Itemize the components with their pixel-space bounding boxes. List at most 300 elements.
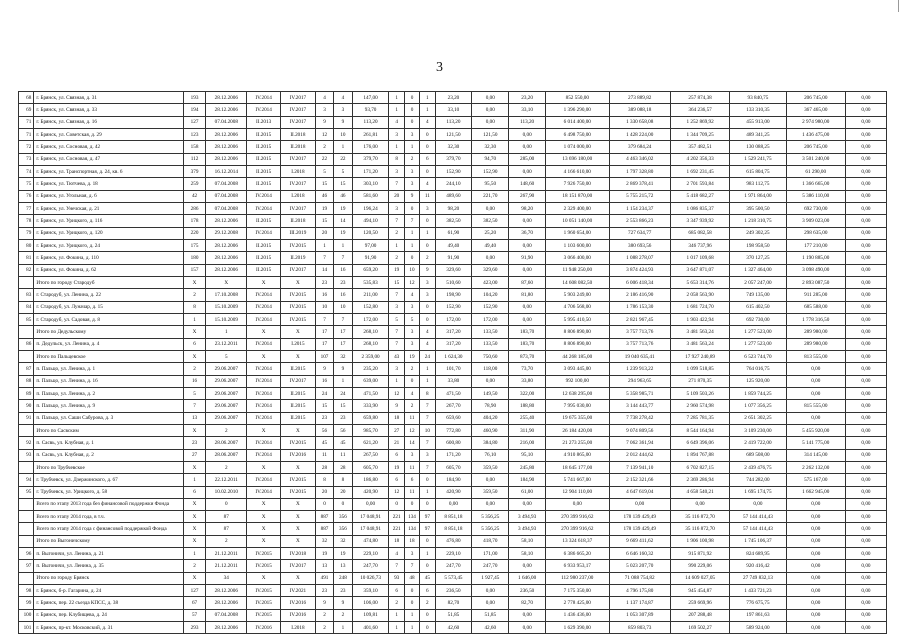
table-cell: 0,00: [845, 165, 886, 177]
table-cell: 8: [315, 474, 333, 486]
table-cell: IV.2016: [281, 609, 316, 621]
table-cell: 1 099 518,85: [670, 363, 729, 375]
table-cell: 7: [315, 313, 333, 325]
table-cell: 3: [420, 289, 435, 301]
table-cell: 5 903 249,00: [546, 289, 609, 301]
table-cell: 4 463 346,02: [609, 153, 670, 165]
table-cell: X: [281, 326, 316, 338]
table-cell: 474,80: [352, 535, 389, 547]
table-row: [19, 202, 887, 214]
subtotal-row: [19, 511, 887, 523]
table-cell: 7 175 350,00: [546, 585, 609, 597]
table-cell: 329,60: [435, 264, 472, 276]
table-cell: 615 804,75: [730, 165, 786, 177]
table-cell: 0,00: [845, 338, 886, 350]
table-cell: 9: [389, 400, 404, 412]
table-cell: 2 893 087,50: [786, 276, 845, 288]
table-cell: п. Пальцо, ул. Ленина, д. 2: [34, 387, 183, 399]
table-cell: 2 821 967,45: [609, 313, 670, 325]
subtotal-row: [19, 523, 887, 535]
subtotal-row: [19, 350, 887, 362]
table-cell: 10: [315, 301, 333, 313]
table-cell: 32: [334, 535, 352, 547]
table-cell: 1: [404, 622, 419, 634]
table-cell: 28.06.2007: [206, 437, 247, 449]
table-cell: IV.2017: [281, 178, 316, 190]
table-cell: 186,80: [352, 474, 389, 486]
table-cell: 356: [334, 511, 352, 523]
table-cell: 3: [334, 104, 352, 116]
table-cell: 1: [334, 375, 352, 387]
table-cell: 1 960 654,00: [546, 227, 609, 239]
table-cell: IV.2014: [247, 375, 281, 387]
table-cell: 6: [389, 474, 404, 486]
table-cell: 6 523 744,70: [730, 350, 786, 362]
table-cell: 5: [334, 165, 352, 177]
table-cell: 0,00: [845, 622, 886, 634]
table-cell: 259 669,96: [670, 597, 729, 609]
table-cell: Итого по Выгоничскому: [34, 535, 183, 547]
table-cell: 261,81: [352, 128, 389, 140]
table-cell: 476,80: [435, 535, 472, 547]
table-cell: X: [281, 276, 316, 288]
table-cell: 8: [183, 301, 206, 313]
table-cell: 1: [389, 92, 404, 104]
table-cell: 1: [206, 326, 247, 338]
table-cell: 96: [19, 548, 34, 560]
table-cell: 2: [389, 252, 404, 264]
table-cell: 93: [19, 449, 34, 461]
table-cell: 5: [315, 165, 333, 177]
table-cell: Итого по городу Брянск: [34, 572, 183, 584]
table-cell: 183,70: [509, 338, 546, 350]
table-cell: 99: [19, 597, 34, 609]
table-cell: 0: [420, 560, 435, 572]
table-cell: 32,30: [472, 141, 509, 153]
table-cell: 69: [19, 104, 34, 116]
table-cell: 1: [420, 104, 435, 116]
table-cell: 26 184 420,00: [546, 424, 609, 436]
table-cell: 920 416,42: [730, 560, 786, 572]
table-cell: II.2015: [281, 363, 316, 375]
table-cell: 0,00: [472, 202, 509, 214]
table-cell: 0,00: [786, 548, 845, 560]
table-cell: 10: [404, 264, 419, 276]
table-cell: 298 635,00: [786, 227, 845, 239]
table-cell: 985,70: [352, 424, 389, 436]
table-cell: Итого по Трубчевское: [34, 461, 183, 473]
table-cell: 89: [19, 387, 34, 399]
table-cell: 87: [19, 363, 34, 375]
table-cell: 78,90: [472, 400, 509, 412]
table-cell: 1 436 475,00: [786, 128, 845, 140]
table-cell: 1 330 658,08: [609, 116, 670, 128]
table-cell: 3 757 713,76: [609, 338, 670, 350]
table-row: [19, 301, 887, 313]
table-cell: IV.2015: [281, 437, 316, 449]
table-cell: п. Сасвь, ул. Клубная, д. 2: [34, 449, 183, 461]
table-cell: 471,50: [352, 387, 389, 399]
table-cell: 23: [183, 437, 206, 449]
table-cell: 101: [19, 622, 34, 634]
table-cell: 267,90: [509, 190, 546, 202]
table-cell: 23: [334, 276, 352, 288]
table-cell: 0,00: [845, 350, 886, 362]
table-row: [19, 449, 887, 461]
table-cell: 0: [315, 498, 333, 510]
table-cell: 94,70: [472, 153, 509, 165]
table-cell: 1 786 153,30: [609, 301, 670, 313]
table-cell: IV.2015: [247, 548, 281, 560]
table-cell: 0,00: [730, 498, 786, 510]
table-cell: 97: [19, 560, 34, 572]
table-cell: 0: [420, 141, 435, 153]
table-cell: 27 749 832,13: [730, 572, 786, 584]
table-cell: 18: [404, 535, 419, 547]
table-cell: 2 186 416,90: [609, 289, 670, 301]
table-cell: 7: [334, 313, 352, 325]
table-cell: 2: [334, 609, 352, 621]
table-cell: 247,70: [352, 560, 389, 572]
table-cell: 5 418 682,27: [670, 190, 729, 202]
table-cell: X: [247, 326, 281, 338]
table-cell: 2: [206, 424, 247, 436]
table-cell: X: [281, 350, 316, 362]
table-cell: 0,00: [472, 252, 509, 264]
table-cell: 73: [19, 153, 34, 165]
table-cell: 6 006 418,34: [609, 276, 670, 288]
table-cell: X: [247, 535, 281, 547]
table-cell: 9: [404, 190, 419, 202]
table-cell: 1 971 864,00: [730, 190, 786, 202]
table-cell: 257 874,38: [670, 92, 729, 104]
table-cell: 370 127,25: [730, 252, 786, 264]
table-cell: 22: [334, 153, 352, 165]
table-cell: г. Брянск, ул. Сосновая, д. 42: [34, 141, 183, 153]
table-cell: 395 500,50: [730, 202, 786, 214]
table-cell: 15: [389, 276, 404, 288]
table-cell: 07.04.2008: [206, 190, 247, 202]
table-cell: 4 202 356,33: [670, 153, 729, 165]
table-cell: 1: [420, 548, 435, 560]
table-cell: 171,00: [472, 548, 509, 560]
table-cell: 127: [183, 116, 206, 128]
table-cell: 84: [19, 301, 34, 313]
table-cell: 87,60: [509, 276, 546, 288]
table-cell: IV.2014: [247, 227, 281, 239]
table-cell: 247,70: [435, 560, 472, 572]
table-cell: 491: [315, 572, 333, 584]
table-cell: 48: [404, 572, 419, 584]
table-cell: 2 329 400,00: [546, 202, 609, 214]
table-cell: 113,20: [509, 116, 546, 128]
table-cell: IV.2014: [247, 92, 281, 104]
table-cell: 28.12.2006: [206, 141, 247, 153]
table-cell: 6 386 665,20: [546, 548, 609, 560]
table-cell: 0,00: [845, 116, 886, 128]
table-cell: 57 144 414,43: [730, 523, 786, 535]
table-cell: IV.2015: [281, 313, 316, 325]
table-cell: 74: [19, 165, 34, 177]
table-cell: 314 145,00: [786, 449, 845, 461]
table-cell: 3: [315, 104, 333, 116]
table-cell: 2: [206, 535, 247, 547]
table-cell: 7: [420, 400, 435, 412]
table-cell: 97,00: [352, 239, 389, 251]
table-cell: 07.04.2008: [206, 609, 247, 621]
table-cell: 2 012 444,62: [609, 449, 670, 461]
table-cell: 384,80: [472, 437, 509, 449]
table-cell: 45: [420, 572, 435, 584]
table-cell: 57 144 414,43: [730, 511, 786, 523]
table-cell: 29.06.2007: [206, 412, 247, 424]
table-cell: 90: [19, 400, 34, 412]
table-cell: 51,85: [472, 609, 509, 621]
table-cell: 0,00: [509, 264, 546, 276]
table-cell: 0,00: [472, 116, 509, 128]
table-cell: 12: [389, 387, 404, 399]
table-cell: X: [183, 424, 206, 436]
table-cell: г. Брянск, ул. Связная, д. 31: [34, 92, 183, 104]
table-cell: 4: [404, 289, 419, 301]
table-cell: 33,10: [435, 104, 472, 116]
table-cell: 7: [420, 437, 435, 449]
table-cell: г. Брянск, ул. Фокина, д. 110: [34, 252, 183, 264]
table-cell: 11: [315, 449, 333, 461]
table-cell: 945 454,87: [670, 585, 729, 597]
table-cell: 2 960 574,98: [670, 400, 729, 412]
table-cell: 11: [404, 486, 419, 498]
table-cell: 4 706 568,00: [546, 301, 609, 313]
table-row: [19, 437, 887, 449]
table-cell: 356: [334, 523, 352, 535]
table-cell: 1: [420, 375, 435, 387]
table-cell: г. Брянск, ул. Связная, д. 16: [34, 116, 183, 128]
table-cell: 76: [19, 190, 34, 202]
table-cell: 1 428 224,00: [609, 128, 670, 140]
table-cell: 2 869 378,41: [609, 178, 670, 190]
table-cell: 0,00: [845, 597, 886, 609]
table-cell: 13: [334, 560, 352, 572]
table-cell: 0,00: [845, 326, 886, 338]
table-cell: 7: [315, 252, 333, 264]
table-cell: IV.2015: [247, 609, 281, 621]
table-cell: 21: [389, 437, 404, 449]
table-cell: 0,00: [845, 227, 886, 239]
table-cell: 0,00: [845, 585, 886, 597]
table-cell: 28.12.2006: [206, 128, 247, 140]
table-cell: 0,00: [509, 313, 546, 325]
table-cell: п. Пальцо, ул. Саши Сабурова, д. 3: [34, 412, 183, 424]
table-cell: 17: [315, 338, 333, 350]
table-cell: 21.12.2011: [206, 548, 247, 560]
table-cell: 91: [19, 412, 34, 424]
table-cell: 9: [315, 597, 333, 609]
table-cell: 0,00: [509, 165, 546, 177]
table-cell: 581,60: [352, 190, 389, 202]
table-cell: 5: [389, 313, 404, 325]
table-cell: 1: [404, 239, 419, 251]
table-cell: 0: [420, 498, 435, 510]
table-cell: 220: [183, 227, 206, 239]
table-cell: X: [183, 535, 206, 547]
table-cell: 9: [334, 116, 352, 128]
table-cell: 685 588,00: [786, 301, 845, 313]
table-cell: 418,70: [472, 535, 509, 547]
table-cell: 12 638 295,00: [546, 387, 609, 399]
table-cell: 221: [389, 523, 404, 535]
table-cell: 346 737,96: [670, 239, 729, 251]
table-cell: 2: [183, 560, 206, 572]
table-cell: 71 088 754,82: [609, 572, 670, 584]
table-cell: 420,90: [435, 486, 472, 498]
table-row: [19, 116, 887, 128]
table-cell: 81: [19, 252, 34, 264]
table-cell: 14: [315, 264, 333, 276]
table-cell: 289 980,00: [786, 338, 845, 350]
table-cell: 0,00: [845, 190, 886, 202]
table-cell: 56: [334, 424, 352, 436]
table-cell: 3 757 713,76: [609, 326, 670, 338]
table-cell: 1 436 436,00: [546, 609, 609, 621]
table-cell: 0,00: [472, 474, 509, 486]
table-cell: 2: [404, 363, 419, 375]
table-cell: г. Стародуб, ул. Садовая, д. 8: [34, 313, 183, 325]
table-cell: 43: [389, 350, 404, 362]
table-cell: 489,60: [435, 190, 472, 202]
table-cell: 379,70: [352, 153, 389, 165]
table-cell: 0,00: [845, 535, 886, 547]
table-cell: 109,81: [352, 609, 389, 621]
table-cell: 113,20: [352, 116, 389, 128]
table-cell: 1 252 869,92: [670, 116, 729, 128]
table-cell: 92: [19, 437, 34, 449]
table-cell: 6: [389, 585, 404, 597]
table-cell: 1 396 290,00: [546, 104, 609, 116]
table-cell: 0,00: [472, 375, 509, 387]
table-cell: 11: [404, 412, 419, 424]
table-cell: IV.2018: [281, 548, 316, 560]
table-cell: 3: [389, 202, 404, 214]
table-cell: 3: [404, 301, 419, 313]
table-cell: 750,60: [472, 350, 509, 362]
table-cell: 18: [389, 412, 404, 424]
table-cell: 82,70: [435, 597, 472, 609]
table-cell: 15: [315, 400, 333, 412]
table-cell: 133,50: [472, 338, 509, 350]
table-cell: 3: [420, 276, 435, 288]
table-cell: 95: [19, 486, 34, 498]
table-cell: 106,00: [352, 597, 389, 609]
table-cell: 194: [183, 104, 206, 116]
table-cell: 46: [315, 190, 333, 202]
table-cell: 22.12.2011: [206, 474, 247, 486]
table-row: [19, 215, 887, 227]
table-cell: 107: [315, 350, 333, 362]
table-cell: 2: [206, 461, 247, 473]
table-cell: 692 730,00: [730, 313, 786, 325]
table-cell: 0,00: [786, 387, 845, 399]
table-cell: 1 086 835,37: [670, 202, 729, 214]
table-cell: 3: [389, 363, 404, 375]
table-cell: 2 419 722,00: [730, 437, 786, 449]
table-cell: 268,10: [352, 326, 389, 338]
table-cell: 0: [206, 498, 247, 510]
table-cell: 44 268 185,00: [546, 350, 609, 362]
table-cell: 293: [183, 622, 206, 634]
table-cell: IV.2014: [247, 190, 281, 202]
table-cell: 0,00: [845, 202, 886, 214]
table-cell: 19: [389, 461, 404, 473]
table-cell: 1: [334, 239, 352, 251]
table-cell: II.2015: [247, 264, 281, 276]
table-cell: 7: [389, 178, 404, 190]
table-cell: 0,00: [845, 560, 886, 572]
table-row: [19, 313, 887, 325]
table-cell: 17.10.2008: [206, 289, 247, 301]
table-cell: 93: [389, 572, 404, 584]
table-cell: 749 135,00: [730, 289, 786, 301]
table-cell: 0,00: [845, 400, 886, 412]
table-cell: 0,00: [472, 498, 509, 510]
table-cell: 364 236,57: [670, 104, 729, 116]
table-cell: IV.2015: [281, 486, 316, 498]
table-cell: II.2015: [247, 128, 281, 140]
table-cell: г. Брянск, ул. Угольная, д. 6: [34, 190, 183, 202]
table-cell: 268,10: [352, 338, 389, 350]
table-cell: X: [183, 276, 206, 288]
table-cell: IV.2015: [281, 474, 316, 486]
table-cell: 113,20: [435, 116, 472, 128]
table-cell: 1 433 721,23: [730, 585, 786, 597]
table-cell: 535,83: [352, 276, 389, 288]
table-cell: II.2015: [247, 165, 281, 177]
table-cell: 3 874 424,93: [609, 264, 670, 276]
table-cell: 4 166 610,00: [546, 165, 609, 177]
table-cell: 4: [404, 387, 419, 399]
table-cell: 83: [19, 289, 34, 301]
table-cell: 3: [404, 338, 419, 350]
table-cell: 07.04.2008: [206, 116, 247, 128]
table-cell: 35 116 872,70: [670, 511, 729, 523]
table-cell: 6 649 396,06: [670, 437, 729, 449]
table-cell: 317,20: [435, 326, 472, 338]
table-cell: 3 647 871,07: [670, 264, 729, 276]
table-cell: X: [183, 523, 206, 535]
table-cell: 4: [389, 116, 404, 128]
table-cell: 86: [19, 338, 34, 350]
table-cell: 0: [420, 239, 435, 251]
table-cell: 7: [389, 338, 404, 350]
table-cell: 0,00: [786, 511, 845, 523]
table-cell: 1 629 390,00: [546, 622, 609, 634]
table-cell: г. Брянск, ул. Урицкого, д. 116: [34, 215, 183, 227]
table-cell: 0: [420, 622, 435, 634]
table-cell: 95,10: [509, 449, 546, 461]
table-cell: 0,00: [786, 585, 845, 597]
table-cell: 0: [420, 609, 435, 621]
table-cell: X: [183, 350, 206, 362]
table-cell: 14: [334, 215, 352, 227]
table-cell: 23,20: [509, 92, 546, 104]
table-cell: 1: [389, 375, 404, 387]
table-cell: 8: [334, 474, 352, 486]
table-cell: 0,00: [786, 535, 845, 547]
table-cell: 7 995 030,00: [546, 400, 609, 412]
table-cell: 29.06.2007: [206, 363, 247, 375]
table-cell: 3: [389, 301, 404, 313]
table-cell: 16: [334, 289, 352, 301]
